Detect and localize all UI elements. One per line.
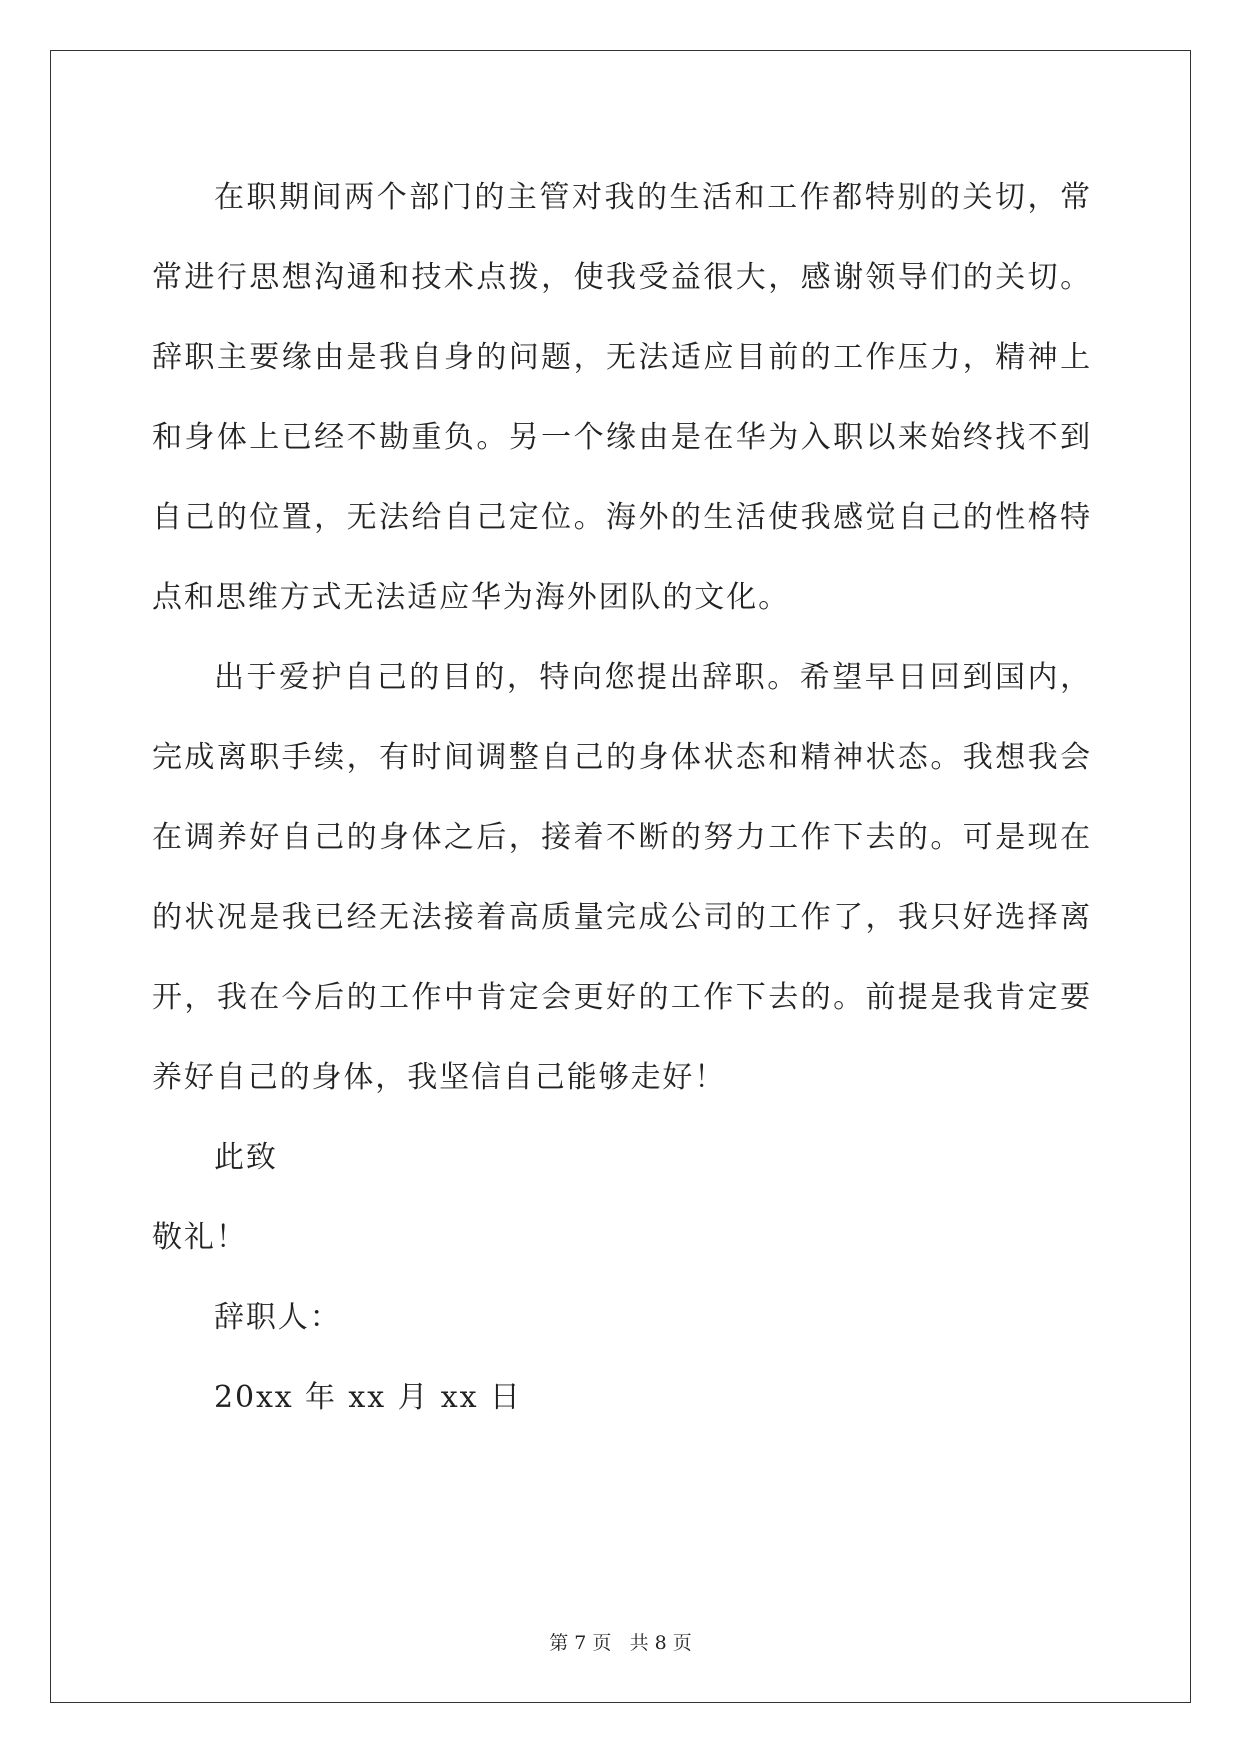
signature-label: 辞职人：: [214, 1300, 342, 1335]
page-footer: [0, 1628, 1241, 1655]
page-total: 共 8 页: [629, 1632, 692, 1654]
salutation-line: 敬礼！: [152, 1220, 248, 1255]
paragraph-reasons: 在职期间两个部门的主管对我的生活和工作都特别的关切，常常进行思想沟通和技术点拨，使我受益很大，感谢领导们的关切。辞职主要缘由是我自身的问题，无法适应目前的工作压力，精神上和身体上已经不勘重负。另一个缘由是在华为入职以来始终找不到自己的位置，无法给自己定位。海外的生活使我感觉自己的性格特点和思维方式无法适应华为海外团队的文化。: [152, 180, 1092, 615]
paragraph-request: 出于爱护自己的目的，特向您提出辞职。希望早日回到国内，完成离职手续，有时间调整自己的身体状态和精神状态。我想我会在调养好自己的身体之后，接着不断的努力工作下去的。可是现在的状况是我已经无法接着高质量完成公司的工作了，我只好选择离开，我在今后的工作中肯定会更好的工作下去的。前提是我肯定要养好自己的身体，我坚信自己能够走好！: [152, 660, 1092, 1095]
letter-body: [152, 158, 1092, 1438]
closing-line: 此致: [214, 1140, 278, 1175]
date-line: 20xx 年 xx 月 xx 日: [214, 1380, 522, 1415]
page-number: 第 7 页: [549, 1632, 612, 1654]
